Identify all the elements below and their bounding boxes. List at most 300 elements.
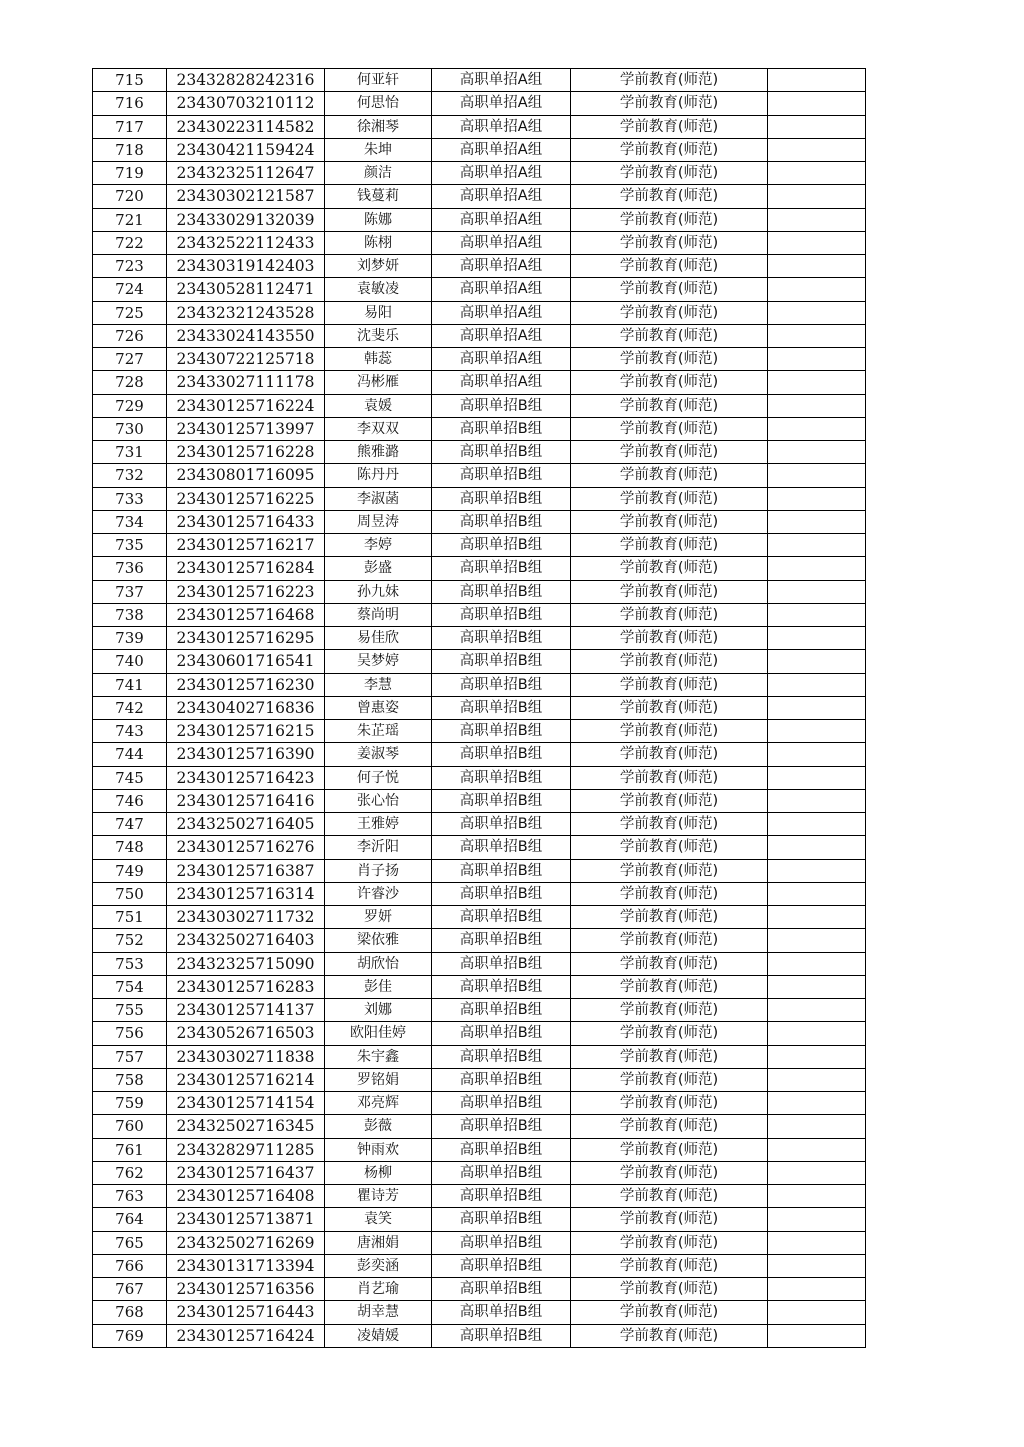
major-cell: 学前教育(师范)	[571, 696, 768, 719]
major-cell: 学前教育(师范)	[571, 999, 768, 1022]
exam-id-cell: 23430402716836	[167, 696, 325, 719]
row-number-cell: 732	[93, 464, 167, 487]
student-name-cell: 孙九妹	[325, 580, 432, 603]
exam-id-cell: 23430703210112	[167, 92, 325, 115]
remark-cell	[768, 464, 866, 487]
remark-cell	[768, 92, 866, 115]
row-number-cell: 739	[93, 627, 167, 650]
student-name-cell: 陈栩	[325, 231, 432, 254]
table-row	[93, 301, 866, 324]
major-cell: 学前教育(师范)	[571, 650, 768, 673]
remark-cell	[768, 1208, 866, 1231]
remark-cell	[768, 627, 866, 650]
major-cell: 学前教育(师范)	[571, 1068, 768, 1091]
student-name-cell: 欧阳佳婷	[325, 1022, 432, 1045]
major-cell: 学前教育(师范)	[571, 348, 768, 371]
admission-group-cell: 高职单招A组	[432, 69, 571, 92]
major-cell: 学前教育(师范)	[571, 766, 768, 789]
admission-group-cell: 高职单招B组	[432, 1278, 571, 1301]
row-number-cell: 716	[93, 92, 167, 115]
exam-id-cell: 23430125716224	[167, 394, 325, 417]
major-cell: 学前教育(师范)	[571, 627, 768, 650]
major-cell: 学前教育(师范)	[571, 789, 768, 812]
remark-cell	[768, 1301, 866, 1324]
major-cell: 学前教育(师范)	[571, 975, 768, 998]
student-name-cell: 冯彬雁	[325, 371, 432, 394]
admission-group-cell: 高职单招B组	[432, 906, 571, 929]
row-number-cell: 765	[93, 1231, 167, 1254]
admission-group-cell: 高职单招B组	[432, 1185, 571, 1208]
admission-group-cell: 高职单招B组	[432, 813, 571, 836]
admission-group-cell: 高职单招B组	[432, 603, 571, 626]
row-number-cell: 719	[93, 162, 167, 185]
table-row	[93, 231, 866, 254]
table-row	[93, 1115, 866, 1138]
table-row	[93, 208, 866, 231]
remark-cell	[768, 673, 866, 696]
remark-cell	[768, 859, 866, 882]
exam-id-cell: 23430125714154	[167, 1092, 325, 1115]
row-number-cell: 743	[93, 720, 167, 743]
admission-group-cell: 高职单招B组	[432, 580, 571, 603]
table-row	[93, 1324, 866, 1347]
exam-id-cell: 23433024143550	[167, 324, 325, 347]
remark-cell	[768, 1115, 866, 1138]
admission-group-cell: 高职单招A组	[432, 324, 571, 347]
remark-cell	[768, 789, 866, 812]
table-row	[93, 603, 866, 626]
admission-group-cell: 高职单招B组	[432, 534, 571, 557]
table-row	[93, 1022, 866, 1045]
admission-group-cell: 高职单招B组	[432, 696, 571, 719]
row-number-cell: 736	[93, 557, 167, 580]
student-name-cell: 肖子扬	[325, 859, 432, 882]
exam-id-cell: 23430125716390	[167, 743, 325, 766]
exam-id-cell: 23430125716416	[167, 789, 325, 812]
row-number-cell: 717	[93, 115, 167, 138]
major-cell: 学前教育(师范)	[571, 417, 768, 440]
exam-id-cell: 23430125716215	[167, 720, 325, 743]
admission-group-cell: 高职单招B组	[432, 1045, 571, 1068]
table-row	[93, 650, 866, 673]
remark-cell	[768, 115, 866, 138]
row-number-cell: 751	[93, 906, 167, 929]
row-number-cell: 723	[93, 255, 167, 278]
table-row	[93, 534, 866, 557]
table-row	[93, 766, 866, 789]
row-number-cell: 767	[93, 1278, 167, 1301]
table-row	[93, 789, 866, 812]
student-name-cell: 吴梦婷	[325, 650, 432, 673]
admission-group-cell: 高职单招B组	[432, 487, 571, 510]
row-number-cell: 762	[93, 1161, 167, 1184]
remark-cell	[768, 255, 866, 278]
student-name-cell: 李双双	[325, 417, 432, 440]
row-number-cell: 750	[93, 882, 167, 905]
table-row	[93, 278, 866, 301]
remark-cell	[768, 231, 866, 254]
table-row	[93, 185, 866, 208]
exam-id-cell: 23430528112471	[167, 278, 325, 301]
table-row	[93, 1208, 866, 1231]
exam-id-cell: 23430125714137	[167, 999, 325, 1022]
remark-cell	[768, 441, 866, 464]
remark-cell	[768, 1254, 866, 1277]
exam-id-cell: 23430223114582	[167, 115, 325, 138]
major-cell: 学前教育(师范)	[571, 441, 768, 464]
row-number-cell: 758	[93, 1068, 167, 1091]
admission-group-cell: 高职单招B组	[432, 859, 571, 882]
remark-cell	[768, 603, 866, 626]
remark-cell	[768, 1092, 866, 1115]
admission-group-cell: 高职单招B组	[432, 1022, 571, 1045]
table-row	[93, 673, 866, 696]
admission-group-cell: 高职单招B组	[432, 975, 571, 998]
table-row	[93, 510, 866, 533]
remark-cell	[768, 534, 866, 557]
major-cell: 学前教育(师范)	[571, 557, 768, 580]
row-number-cell: 745	[93, 766, 167, 789]
major-cell: 学前教育(师范)	[571, 278, 768, 301]
table-row	[93, 394, 866, 417]
admission-group-cell: 高职单招B组	[432, 999, 571, 1022]
remark-cell	[768, 766, 866, 789]
row-number-cell: 766	[93, 1254, 167, 1277]
student-name-cell: 李淑菡	[325, 487, 432, 510]
row-number-cell: 740	[93, 650, 167, 673]
exam-id-cell: 23430801716095	[167, 464, 325, 487]
table-body	[93, 69, 866, 1348]
major-cell: 学前教育(师范)	[571, 836, 768, 859]
major-cell: 学前教育(师范)	[571, 534, 768, 557]
row-number-cell: 763	[93, 1185, 167, 1208]
row-number-cell: 755	[93, 999, 167, 1022]
exam-id-cell: 23430125716468	[167, 603, 325, 626]
student-name-cell: 杨柳	[325, 1161, 432, 1184]
student-name-cell: 易阳	[325, 301, 432, 324]
table-row	[93, 348, 866, 371]
major-cell: 学前教育(师范)	[571, 162, 768, 185]
student-name-cell: 何子悦	[325, 766, 432, 789]
student-name-cell: 姜淑琴	[325, 743, 432, 766]
admission-group-cell: 高职单招A组	[432, 162, 571, 185]
admission-group-cell: 高职单招A组	[432, 301, 571, 324]
student-name-cell: 周昱涛	[325, 510, 432, 533]
student-name-cell: 许睿沙	[325, 882, 432, 905]
major-cell: 学前教育(师范)	[571, 301, 768, 324]
admission-group-cell: 高职单招B组	[432, 720, 571, 743]
row-number-cell: 734	[93, 510, 167, 533]
admission-group-cell: 高职单招B组	[432, 743, 571, 766]
remark-cell	[768, 1138, 866, 1161]
remark-cell	[768, 371, 866, 394]
exam-id-cell: 23430601716541	[167, 650, 325, 673]
admission-group-cell: 高职单招B组	[432, 789, 571, 812]
table-row	[93, 1231, 866, 1254]
admission-group-cell: 高职单招B组	[432, 952, 571, 975]
exam-id-cell: 23430125716295	[167, 627, 325, 650]
major-cell: 学前教育(师范)	[571, 952, 768, 975]
exam-id-cell: 23430125716283	[167, 975, 325, 998]
student-name-cell: 颜洁	[325, 162, 432, 185]
major-cell: 学前教育(师范)	[571, 673, 768, 696]
major-cell: 学前教育(师范)	[571, 1324, 768, 1347]
student-name-cell: 邓亮辉	[325, 1092, 432, 1115]
major-cell: 学前教育(师范)	[571, 1161, 768, 1184]
row-number-cell: 752	[93, 929, 167, 952]
major-cell: 学前教育(师范)	[571, 882, 768, 905]
student-name-cell: 刘梦妍	[325, 255, 432, 278]
major-cell: 学前教育(师范)	[571, 231, 768, 254]
row-number-cell: 754	[93, 975, 167, 998]
admission-group-cell: 高职单招A组	[432, 185, 571, 208]
row-number-cell: 726	[93, 324, 167, 347]
exam-id-cell: 23430125716437	[167, 1161, 325, 1184]
major-cell: 学前教育(师范)	[571, 255, 768, 278]
student-name-cell: 易佳欣	[325, 627, 432, 650]
student-name-cell: 彭薇	[325, 1115, 432, 1138]
table-row	[93, 138, 866, 161]
remark-cell	[768, 952, 866, 975]
major-cell: 学前教育(师范)	[571, 1185, 768, 1208]
exam-id-cell: 23430125716356	[167, 1278, 325, 1301]
remark-cell	[768, 162, 866, 185]
table-row	[93, 627, 866, 650]
student-name-cell: 罗妍	[325, 906, 432, 929]
exam-id-cell: 23430125716223	[167, 580, 325, 603]
admission-group-cell: 高职单招B组	[432, 882, 571, 905]
student-name-cell: 肖艺瑜	[325, 1278, 432, 1301]
major-cell: 学前教育(师范)	[571, 1092, 768, 1115]
remark-cell	[768, 1045, 866, 1068]
student-name-cell: 彭奕涵	[325, 1254, 432, 1277]
admission-group-cell: 高职单招B组	[432, 464, 571, 487]
table-row	[93, 952, 866, 975]
row-number-cell: 731	[93, 441, 167, 464]
student-name-cell: 袁笑	[325, 1208, 432, 1231]
student-name-cell: 瞿诗芳	[325, 1185, 432, 1208]
remark-cell	[768, 1324, 866, 1347]
major-cell: 学前教育(师范)	[571, 208, 768, 231]
table-row	[93, 487, 866, 510]
exam-id-cell: 23430421159424	[167, 138, 325, 161]
remark-cell	[768, 1022, 866, 1045]
table-row	[93, 743, 866, 766]
exam-id-cell: 23432325112647	[167, 162, 325, 185]
exam-id-cell: 23430302121587	[167, 185, 325, 208]
major-cell: 学前教育(师范)	[571, 92, 768, 115]
remark-cell	[768, 394, 866, 417]
admission-group-cell: 高职单招B组	[432, 394, 571, 417]
student-name-cell: 朱坤	[325, 138, 432, 161]
exam-id-cell: 23430125716423	[167, 766, 325, 789]
admission-group-cell: 高职单招A组	[432, 138, 571, 161]
row-number-cell: 725	[93, 301, 167, 324]
exam-id-cell: 23430125716408	[167, 1185, 325, 1208]
table-row	[93, 906, 866, 929]
remark-cell	[768, 882, 866, 905]
exam-id-cell: 23433027111178	[167, 371, 325, 394]
table-row	[93, 1068, 866, 1091]
table-row	[93, 464, 866, 487]
table-row	[93, 1254, 866, 1277]
student-name-cell: 李婷	[325, 534, 432, 557]
student-name-cell: 钱蔓莉	[325, 185, 432, 208]
remark-cell	[768, 975, 866, 998]
admission-group-cell: 高职单招B组	[432, 1301, 571, 1324]
exam-id-cell: 23430125716217	[167, 534, 325, 557]
row-number-cell: 757	[93, 1045, 167, 1068]
student-name-cell: 朱芷瑶	[325, 720, 432, 743]
student-name-cell: 蔡尚明	[325, 603, 432, 626]
admission-group-cell: 高职单招B组	[432, 1092, 571, 1115]
student-name-cell: 陈娜	[325, 208, 432, 231]
row-number-cell: 744	[93, 743, 167, 766]
student-name-cell: 何亚轩	[325, 69, 432, 92]
remark-cell	[768, 1278, 866, 1301]
exam-id-cell: 23432321243528	[167, 301, 325, 324]
row-number-cell: 720	[93, 185, 167, 208]
exam-id-cell: 23432502716403	[167, 929, 325, 952]
student-name-cell: 朱宇鑫	[325, 1045, 432, 1068]
table-row	[93, 69, 866, 92]
exam-id-cell: 23432828242316	[167, 69, 325, 92]
table-row	[93, 720, 866, 743]
exam-id-cell: 23432502716345	[167, 1115, 325, 1138]
exam-id-cell: 23430125716433	[167, 510, 325, 533]
row-number-cell: 727	[93, 348, 167, 371]
student-name-cell: 熊雅潞	[325, 441, 432, 464]
exam-id-cell: 23430125716387	[167, 859, 325, 882]
exam-id-cell: 23430131713394	[167, 1254, 325, 1277]
row-number-cell: 764	[93, 1208, 167, 1231]
admission-group-cell: 高职单招B组	[432, 1231, 571, 1254]
row-number-cell: 769	[93, 1324, 167, 1347]
row-number-cell: 768	[93, 1301, 167, 1324]
major-cell: 学前教育(师范)	[571, 371, 768, 394]
row-number-cell: 753	[93, 952, 167, 975]
exam-id-cell: 23432522112433	[167, 231, 325, 254]
table-row	[93, 255, 866, 278]
admission-group-cell: 高职单招B组	[432, 510, 571, 533]
row-number-cell: 733	[93, 487, 167, 510]
row-number-cell: 760	[93, 1115, 167, 1138]
row-number-cell: 749	[93, 859, 167, 882]
remark-cell	[768, 185, 866, 208]
admission-group-cell: 高职单招B组	[432, 1161, 571, 1184]
exam-id-cell: 23430125716228	[167, 441, 325, 464]
table-row	[93, 929, 866, 952]
major-cell: 学前教育(师范)	[571, 1254, 768, 1277]
exam-id-cell: 23432502716269	[167, 1231, 325, 1254]
table-row	[93, 836, 866, 859]
student-name-cell: 张心怡	[325, 789, 432, 812]
row-number-cell: 728	[93, 371, 167, 394]
admission-group-cell: 高职单招A组	[432, 278, 571, 301]
table-row	[93, 1301, 866, 1324]
student-name-cell: 彭盛	[325, 557, 432, 580]
student-name-cell: 曾惠姿	[325, 696, 432, 719]
remark-cell	[768, 836, 866, 859]
major-cell: 学前教育(师范)	[571, 580, 768, 603]
admission-group-cell: 高职单招B组	[432, 1068, 571, 1091]
row-number-cell: 735	[93, 534, 167, 557]
table-row	[93, 975, 866, 998]
table-row	[93, 580, 866, 603]
admission-group-cell: 高职单招B组	[432, 627, 571, 650]
major-cell: 学前教育(师范)	[571, 720, 768, 743]
remark-cell	[768, 580, 866, 603]
major-cell: 学前教育(师范)	[571, 1022, 768, 1045]
admission-group-cell: 高职单招A组	[432, 92, 571, 115]
row-number-cell: 738	[93, 603, 167, 626]
admission-group-cell: 高职单招A组	[432, 255, 571, 278]
admission-group-cell: 高职单招A组	[432, 231, 571, 254]
table-row	[93, 859, 866, 882]
student-name-cell: 钟雨欢	[325, 1138, 432, 1161]
major-cell: 学前教育(师范)	[571, 138, 768, 161]
exam-id-cell: 23430319142403	[167, 255, 325, 278]
exam-id-cell: 23430722125718	[167, 348, 325, 371]
student-name-cell: 胡欣怡	[325, 952, 432, 975]
student-name-cell: 沈斐乐	[325, 324, 432, 347]
exam-id-cell: 23430302711838	[167, 1045, 325, 1068]
table-row	[93, 1278, 866, 1301]
major-cell: 学前教育(师范)	[571, 1138, 768, 1161]
table-row	[93, 324, 866, 347]
remark-cell	[768, 487, 866, 510]
major-cell: 学前教育(师范)	[571, 394, 768, 417]
row-number-cell: 715	[93, 69, 167, 92]
major-cell: 学前教育(师范)	[571, 464, 768, 487]
exam-id-cell: 23430526716503	[167, 1022, 325, 1045]
table-row	[93, 1092, 866, 1115]
remark-cell	[768, 743, 866, 766]
admission-group-cell: 高职单招B组	[432, 1138, 571, 1161]
student-name-cell: 徐湘琴	[325, 115, 432, 138]
major-cell: 学前教育(师范)	[571, 487, 768, 510]
exam-id-cell: 23430125716443	[167, 1301, 325, 1324]
remark-cell	[768, 417, 866, 440]
remark-cell	[768, 1185, 866, 1208]
remark-cell	[768, 1231, 866, 1254]
table-row	[93, 999, 866, 1022]
remark-cell	[768, 1161, 866, 1184]
major-cell: 学前教育(师范)	[571, 906, 768, 929]
remark-cell	[768, 348, 866, 371]
major-cell: 学前教育(师范)	[571, 1301, 768, 1324]
admission-group-cell: 高职单招B组	[432, 673, 571, 696]
major-cell: 学前教育(师范)	[571, 929, 768, 952]
table-row	[93, 115, 866, 138]
student-name-cell: 罗铭娟	[325, 1068, 432, 1091]
remark-cell	[768, 720, 866, 743]
admission-group-cell: 高职单招B组	[432, 766, 571, 789]
remark-cell	[768, 557, 866, 580]
admission-group-cell: 高职单招B组	[432, 417, 571, 440]
remark-cell	[768, 278, 866, 301]
row-number-cell: 729	[93, 394, 167, 417]
row-number-cell: 747	[93, 813, 167, 836]
exam-id-cell: 23430125713871	[167, 1208, 325, 1231]
major-cell: 学前教育(师范)	[571, 510, 768, 533]
student-name-cell: 胡幸慧	[325, 1301, 432, 1324]
major-cell: 学前教育(师范)	[571, 324, 768, 347]
table-row	[93, 1138, 866, 1161]
table-row	[93, 441, 866, 464]
remark-cell	[768, 813, 866, 836]
remark-cell	[768, 999, 866, 1022]
